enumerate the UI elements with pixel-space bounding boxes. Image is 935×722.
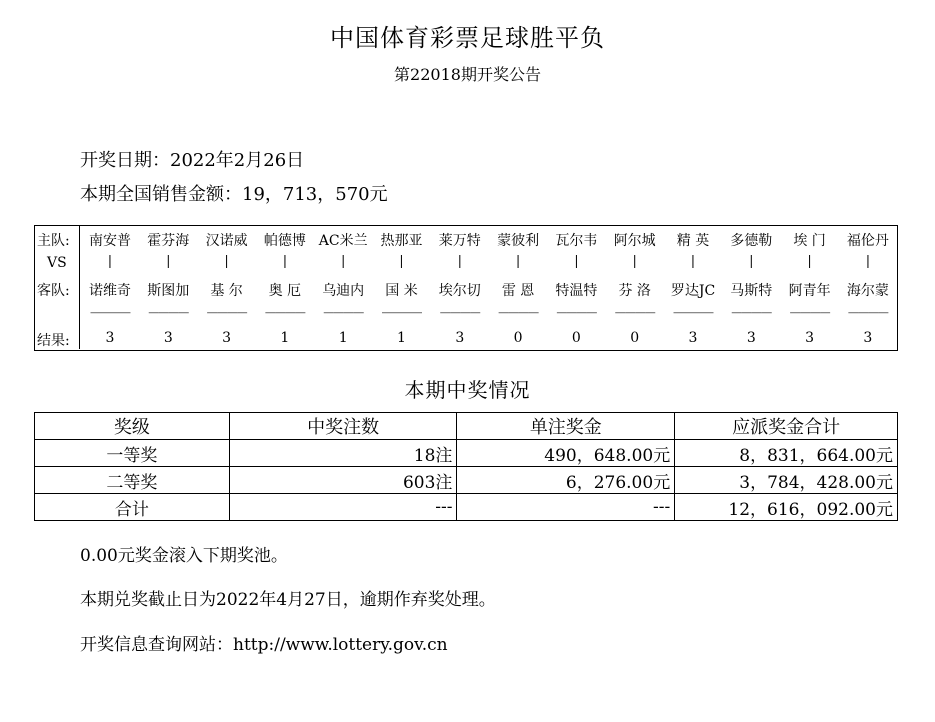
sales-amount-label: 本期全国销售金额：	[80, 184, 242, 205]
host-team-name: 多德勒	[730, 233, 773, 249]
winner-count: 603注	[229, 467, 457, 494]
match-result: 1	[280, 330, 290, 346]
host-team-name: 莱万特	[438, 233, 481, 249]
prize-table	[34, 412, 898, 521]
total-prize: 3，784，428.00元	[675, 467, 898, 494]
header-unit-prize: 单注奖金	[457, 413, 675, 440]
issue-subtitle: 第22018期开奖公告	[394, 65, 541, 84]
vs-separator: |	[107, 254, 113, 269]
dash-separator: ————	[673, 306, 713, 319]
dash-separator: ————	[556, 306, 597, 319]
match-result: 3	[105, 330, 115, 346]
dash-separator: ————	[381, 306, 422, 319]
sales-amount-line	[80, 180, 388, 206]
match-result: 3	[163, 330, 173, 346]
vs-separator: |	[515, 254, 521, 269]
host-team-name: 精 英	[676, 233, 710, 249]
guest-team-name: 海尔蒙	[846, 283, 889, 299]
guest-team-name: 国 米	[385, 283, 418, 299]
draw-date-line	[80, 146, 304, 172]
guest-team-name: 诺维奇	[89, 283, 131, 299]
dash-separator: ————	[206, 306, 247, 319]
guest-team-name: 奥 厄	[268, 283, 302, 299]
dash-separator: ————	[323, 306, 364, 319]
match-result: 0	[630, 330, 640, 346]
vs-separator: |	[166, 254, 171, 269]
host-team-name: 汉诺威	[205, 233, 248, 249]
match-column	[373, 226, 431, 349]
vs-separator: |	[399, 254, 404, 269]
table-row	[35, 467, 898, 494]
total-prize: 12，616，092.00元	[675, 494, 898, 521]
dash-separator: ————	[731, 306, 772, 319]
host-team-name: 南安普	[89, 233, 131, 249]
host-team-name: 福伦丹	[846, 233, 889, 249]
host-team-name: 瓦尔韦	[555, 233, 598, 249]
vs-separator: |	[749, 254, 754, 269]
rollover-note: 0.00元奖金滚入下期奖池。	[80, 546, 288, 566]
match-column	[431, 226, 489, 349]
match-result: 0	[513, 330, 523, 346]
match-result: 3	[746, 330, 756, 346]
draw-date-value: 2022年2月26日	[170, 150, 305, 171]
winner-count: 18注	[229, 440, 457, 467]
host-team-name: AC米兰	[318, 233, 368, 249]
unit-prize: ---	[457, 494, 675, 521]
prize-level: 一等奖	[35, 440, 230, 467]
guest-team-name: 特温特	[555, 283, 598, 299]
host-team-name: 霍芬海	[147, 233, 190, 249]
host-team-name: 帕德博	[263, 233, 306, 249]
prize-level: 合计	[35, 494, 230, 521]
match-results-table	[34, 225, 898, 351]
match-column	[722, 226, 780, 349]
match-column	[489, 226, 547, 349]
match-result: 0	[571, 330, 581, 346]
vs-separator: |	[690, 254, 696, 269]
dash-separator: ————	[439, 306, 480, 319]
vs-separator: |	[632, 254, 637, 269]
match-result: 3	[222, 330, 232, 346]
match-column	[839, 226, 897, 349]
dash-separator: ————	[847, 306, 888, 319]
vs-separator: |	[865, 254, 871, 269]
match-column	[781, 226, 839, 349]
match-result: 1	[338, 330, 348, 346]
prize-level: 二等奖	[35, 467, 230, 494]
match-column	[606, 226, 664, 349]
match-result: 3	[863, 330, 873, 346]
dash-separator: ————	[614, 306, 655, 319]
guest-team-name: 斯图加	[147, 283, 190, 299]
match-result: 1	[397, 330, 406, 346]
match-column	[547, 226, 605, 349]
sales-amount-value: 19，713，570元	[242, 184, 388, 205]
host-team-label: 主队:	[37, 233, 70, 249]
guest-team-name: 基 尔	[210, 283, 243, 299]
guest-team-name: 阿青年	[788, 283, 831, 299]
prize-header-row	[35, 413, 898, 440]
match-column	[256, 226, 314, 349]
header-total-prize: 应派奖金合计	[675, 413, 898, 440]
vs-separator: |	[282, 254, 288, 269]
guest-team-name: 雷 恩	[501, 283, 535, 299]
match-column	[664, 226, 722, 349]
guest-team-name: 芬 洛	[618, 283, 651, 299]
guest-team-label: 客队:	[37, 283, 70, 299]
match-result: 3	[455, 330, 465, 346]
vs-separator: |	[224, 254, 229, 269]
total-prize: 8，831，664.00元	[675, 440, 898, 467]
match-result: 3	[805, 330, 815, 346]
header-level: 奖级	[35, 413, 230, 440]
host-team-name: 埃 门	[793, 233, 826, 249]
table-row	[35, 494, 898, 521]
table-row	[35, 440, 898, 467]
vs-separator: |	[807, 254, 812, 269]
guest-team-name: 罗达JC	[670, 283, 716, 299]
host-team-name: 阿尔城	[613, 233, 656, 249]
match-column	[314, 226, 372, 349]
dash-separator: ————	[148, 306, 189, 319]
header-count: 中奖注数	[229, 413, 457, 440]
dash-separator: ————	[90, 306, 130, 319]
result-label: 结果:	[37, 333, 70, 349]
match-column	[81, 226, 139, 349]
winner-count: ---	[229, 494, 457, 521]
dash-separator: ————	[789, 306, 830, 319]
guest-team-name: 乌迪内	[322, 283, 365, 299]
vs-label: VS	[47, 255, 67, 271]
vs-separator: |	[574, 254, 579, 269]
unit-prize: 6，276.00元	[457, 467, 675, 494]
match-column	[139, 226, 197, 349]
vs-separator: |	[457, 254, 462, 269]
match-row-labels	[35, 226, 80, 349]
host-team-name: 蒙彼利	[497, 233, 540, 249]
draw-date-label: 开奖日期：	[80, 150, 170, 171]
dash-separator: ————	[264, 306, 305, 319]
vs-separator: |	[340, 254, 346, 269]
website-note: 开奖信息查询网站：http://www.lottery.gov.cn	[80, 635, 448, 655]
page-title: 中国体育彩票足球胜平负	[330, 24, 605, 52]
guest-team-name: 马斯特	[730, 283, 773, 299]
dash-separator: ————	[498, 306, 539, 319]
deadline-note: 本期兑奖截止日为2022年4月27日，逾期作弃奖处理。	[80, 590, 496, 610]
prize-section-title: 本期中奖情况	[404, 378, 531, 402]
match-result: 3	[688, 330, 698, 346]
guest-team-name: 埃尔切	[438, 283, 481, 299]
host-team-name: 热那亚	[380, 233, 423, 249]
unit-prize: 490，648.00元	[457, 440, 675, 467]
match-column	[198, 226, 256, 349]
